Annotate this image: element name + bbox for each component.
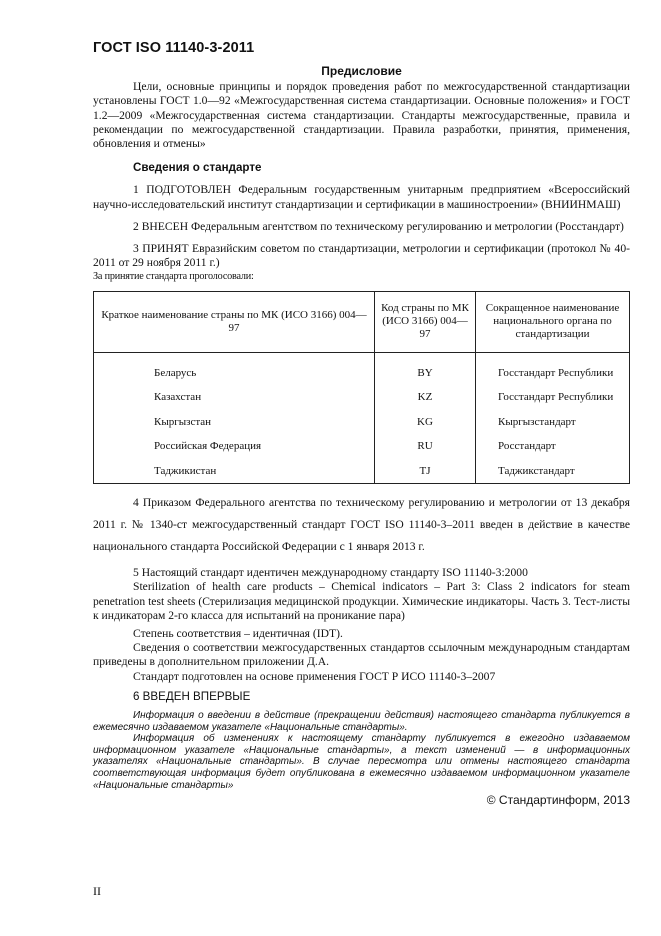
- cell-body: Таджикстандарт: [476, 459, 630, 484]
- info-item-5-references: Сведения о соответствии межгосударственных стандартов ссылочным международным стандартам приведены в дополнительном приложении Д.А.: [93, 641, 630, 669]
- table-row: [94, 410, 630, 435]
- cell-country: Кыргызстан: [94, 410, 375, 435]
- foreword-title: Предисловие: [321, 64, 402, 78]
- table-row: [94, 459, 630, 484]
- cell-body: Росстандарт: [476, 434, 630, 459]
- cell-code: BY: [375, 352, 476, 385]
- foreword-text: Цели, основные принципы и порядок проведения работ по межгосударственной стандартизации установлены ГОСТ 1.0—92 «Межгосударственная система стандартизации. Основные положения» и ГОСТ 1.2—2009 «Межгосударственная система стандартизации. Стандарты межгосударственные, правила и рекомендации по межгосударственной стандартизации. Правила разработки, принятия, применения, обновления и отмены»: [93, 80, 630, 151]
- cell-country: Казахстан: [94, 385, 375, 410]
- voted-label: За принятие стандарта проголосовали:: [93, 271, 254, 283]
- cell-code: TJ: [375, 459, 476, 484]
- voting-table: [93, 291, 630, 485]
- cell-code: KZ: [375, 385, 476, 410]
- cell-body: Кыргызстандарт: [476, 410, 630, 435]
- table-header-row: [94, 291, 630, 352]
- header-code: Код страны по МК (ИСО 3166) 004—97: [375, 291, 476, 352]
- standard-info-title: Сведения о стандарте: [133, 161, 262, 175]
- info-item-6: 6 ВВЕДЕН ВПЕРВЫЕ: [133, 689, 251, 703]
- cell-country: Беларусь: [94, 352, 375, 385]
- header-body: Сокращенное наименование национального органа по стандартизации: [476, 291, 630, 352]
- cell-code: KG: [375, 410, 476, 435]
- page-number: II: [93, 884, 101, 898]
- info-item-5: 5 Настоящий стандарт идентичен международному стандарту ISO 11140-3:2000: [133, 566, 528, 580]
- notice-introduction: Информация о введении в действие (прекращении действия) настоящего стандарта публикуется в ежемесячно издаваемом указателе «Национальные стандарты».: [93, 709, 630, 733]
- info-item-5-basis: Стандарт подготовлен на основе применения ГОСТ Р ИСО 11140-3–2007: [133, 669, 496, 683]
- info-item-2: 2 ВНЕСЕН Федеральным агентством по техническому регулированию и метрологии (Росстандарт): [133, 219, 624, 233]
- cell-body: Госстандарт Республики: [476, 352, 630, 385]
- document-code-header: ГОСТ ISO 11140-3-2011: [93, 40, 255, 56]
- notice-changes: Информация об изменениях к настоящему стандарту публикуется в ежегодно издаваемом информационном указателе «Национальные стандарты», а текст изменений — в информационных указателях «Национальные стандарты». В случае пересмотра или отмены настоящего стандарта соответствующая информация будет опубликована в ежемесячно издаваемом информационном указателе «Национальные стандарты»: [93, 733, 630, 791]
- info-item-1: 1 ПОДГОТОВЛЕН Федеральным государственным унитарным предприятием «Всероссийский научно-исследовательский институт стандартизации и сертификации в машиностроении» (ВНИИНМАШ): [93, 183, 630, 211]
- cell-country: Российская Федерация: [94, 434, 375, 459]
- table-row: [94, 352, 630, 385]
- page-content: [93, 62, 630, 807]
- info-item-5-title: Sterilization of health care products – Chemical indicators – Part 3: Class 2 indicators for steam penetration test sheets (Стерилизация медицинской продукции. Химические индикаторы. Часть 3. Тест-листы к индикаторам 2-го класса для испытаний на проникание пара): [93, 580, 630, 622]
- info-item-4: 4 Приказом Федерального агентства по техническому регулированию и метрологии от 13 декабря 2011 г. № 1340-ст межгосударственный стандарт ГОСТ ISO 11140-3–2011 введен в действие в качестве национального стандарта Российской Федерации с 1 января 2013 г.: [93, 496, 630, 554]
- cell-body: Госстандарт Республики: [476, 385, 630, 410]
- publication-notice: [93, 710, 630, 791]
- info-item-5-degree: Степень соответствия – идентичная (IDT).: [133, 626, 343, 640]
- cell-country: Таджикистан: [94, 459, 375, 484]
- copyright: © Стандартинформ, 2013: [486, 793, 630, 808]
- table-row: [94, 385, 630, 410]
- header-country: Краткое наименование страны по МК (ИСО 3166) 004—97: [94, 291, 375, 352]
- table-row: [94, 434, 630, 459]
- cell-code: RU: [375, 434, 476, 459]
- info-item-3: 3 ПРИНЯТ Евразийским советом по стандартизации, метрологии и сертификации (протокол № 40-2011 от 29 ноября 2011 г.): [93, 242, 630, 270]
